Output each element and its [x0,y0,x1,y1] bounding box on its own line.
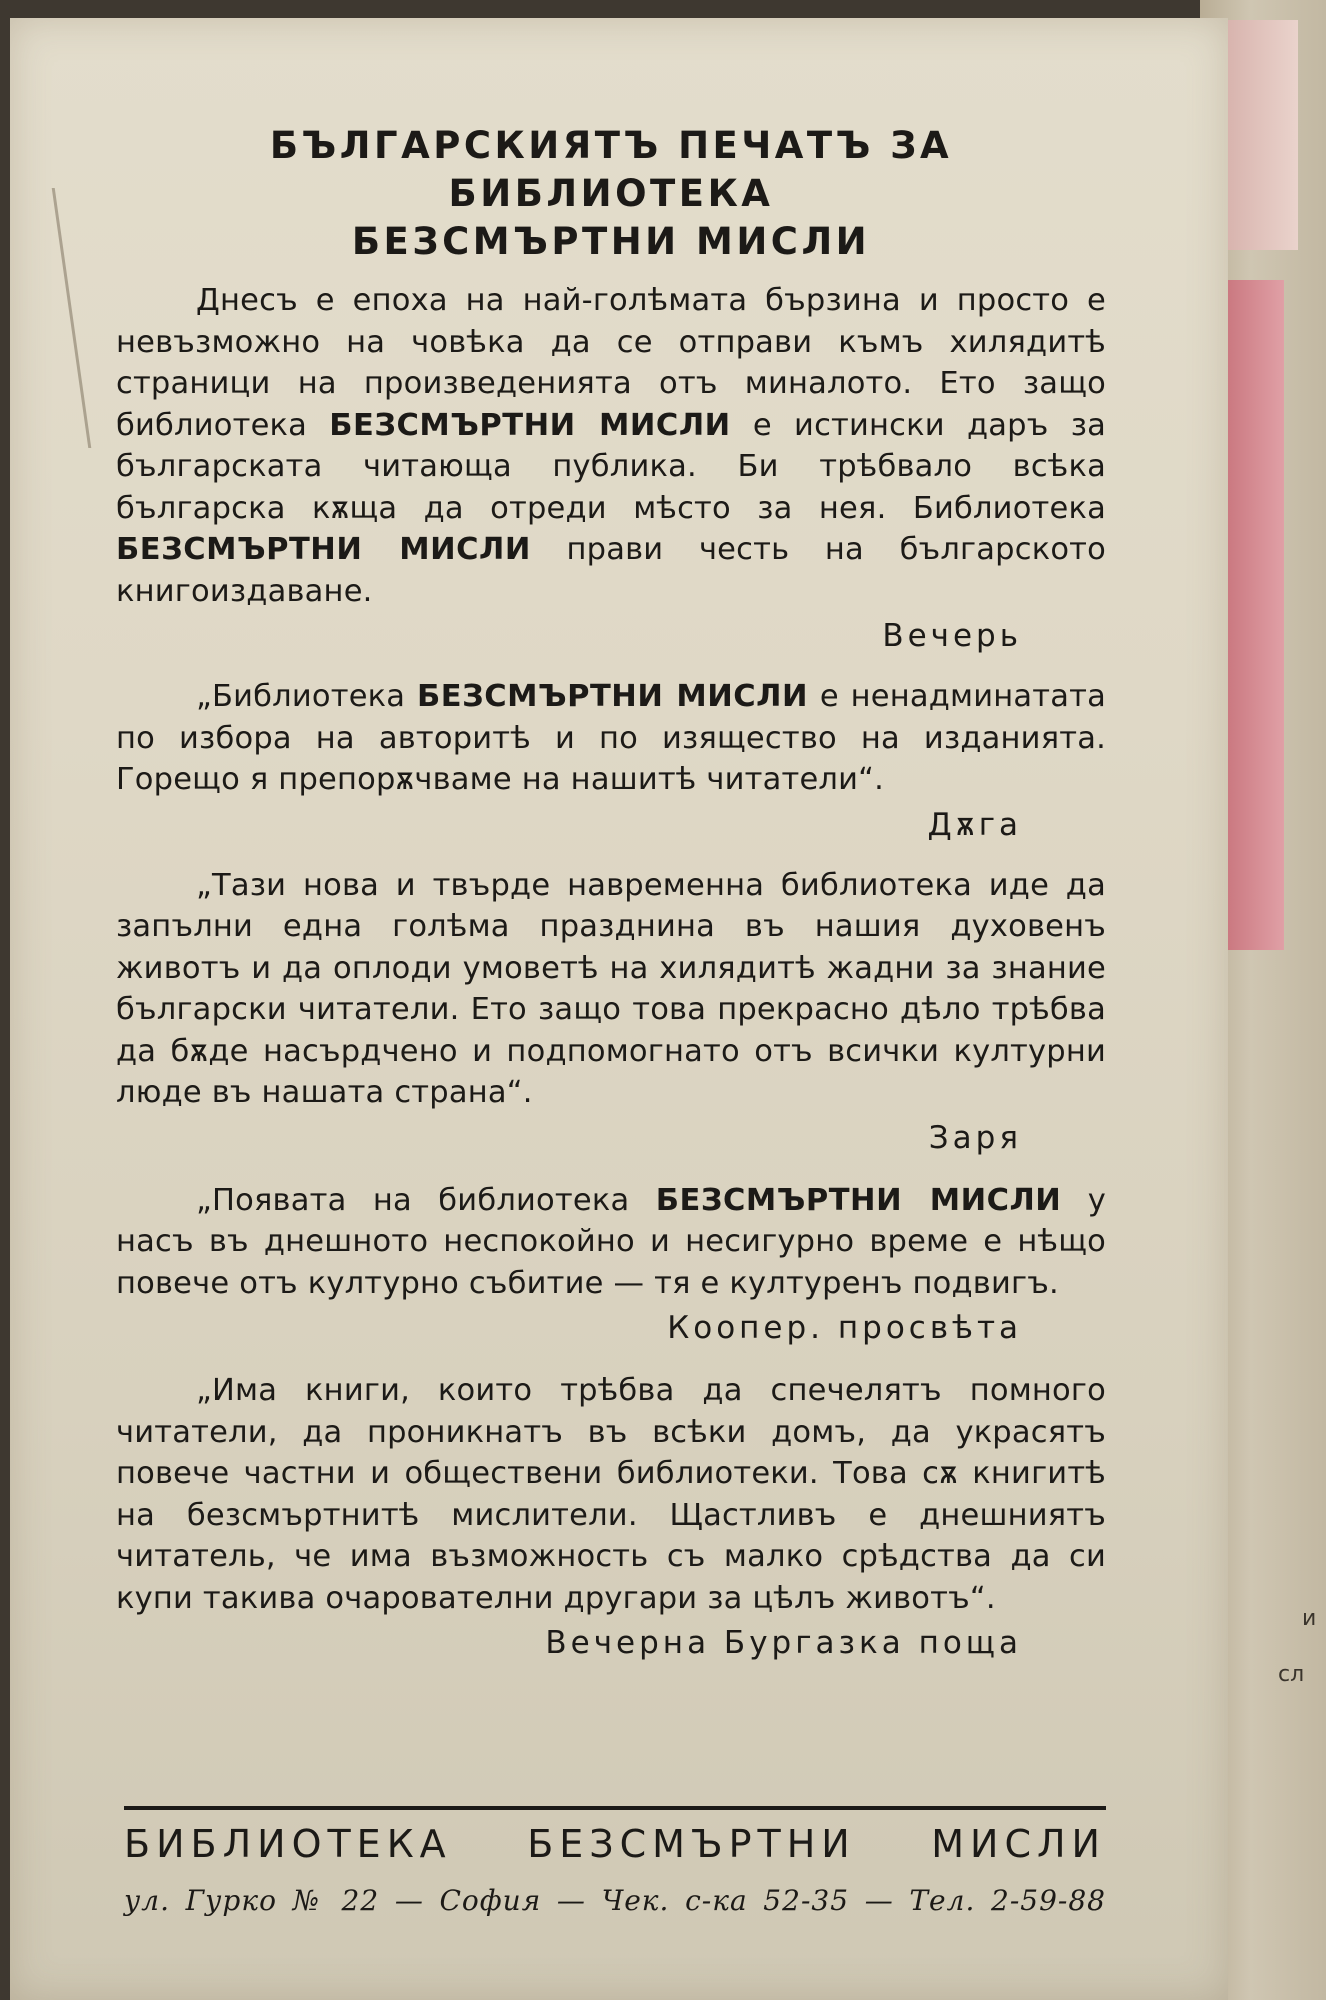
review-quote-burgas: „Има книги, които трѣбва да спечелятъ помного читатели, да проникнатъ въ всѣки домъ, да украсятъ повече частни и обществени библиотеки. Това сѫ книгитѣ на безсмъртнитѣ мислители. Щастливъ е днешниятъ читатель, че има възможность съ малко срѣдства да си купи такива очарователни другари за цѣлъ животъ“. [116,1373,1106,1616]
review-source-prosveta: Коопер. просвѣта [667,1310,1022,1346]
review-quote-prosveta [116,1180,1106,1305]
spine-stripe [1224,280,1284,950]
review-source-daga: Дѫга [927,806,1022,843]
footer-divider [124,1806,1106,1810]
quote-text: „Появата на библиотека [196,1182,656,1218]
quote-text: е истински даръ за българската читающа публика. Би трѣбвало всѣка българска кѫща да отреди мѣсто за нея. Библиотека [116,407,1107,526]
press-reviews [116,122,1106,1663]
quote-text: Днесъ е епоха на най-голѣмата бързина и просто е невъзможно на човѣка да се отправи къмъ хилядитѣ страници на произведенията отъ миналото. Ето защо библиотека [116,283,1106,443]
quote-text: „Библиотека [196,679,417,714]
quote-text: у насъ въ днешното неспокойно и несигурно време е нѣщо повече отъ културно събитие — тя е културенъ подвигъ. [116,1182,1106,1301]
review-quote-daga [116,676,1106,801]
series-name-bold: БЕЗСМЪРТНИ МИСЛИ [417,679,809,714]
series-name-bold: БЕЗСМЪРТНИ МИСЛИ [655,1182,1062,1218]
heading-line-1: БЪЛГАРСКИЯТЪ ПЕЧАТЪ ЗА БИБЛИОТЕКА [269,124,953,215]
spine-fragment-upper: и [1302,1606,1317,1631]
heading-line-2: БЕЗСМЪРТНИ МИСЛИ [351,220,871,263]
review-source-burgas: Вечерна Бургазка поща [545,1625,1022,1661]
spine-fragment-lower: сл [1278,1662,1305,1687]
series-name-bold: БЕЗСМЪРТНИ МИСЛИ [116,532,531,567]
review-quote-zarya: „Тази нова и твърде навременна библиотека иде да запълни една голѣма празднина въ нашия духовенъ животъ и да оплоди умоветѣ на хилядитѣ жадни за знание български читатели. Ето защо това прекрасно дѣло трѣбва да бѫде насърдчено и подпомогнато отъ всички културни люде въ нашата страна“. [116,867,1106,1110]
footer-publisher-address: ул. Гурко № 22 — София — Чек. с-ка 52-35 — Тел. 2-59-88 [124,1884,1106,1917]
spine-stripe-top [1228,20,1298,250]
quote-text: прави честь на българското книгоиздаване. [116,532,1107,609]
quote-text: е ненадминатата по избора на авторитѣ и по изящество на изданията. Горещо я препорѫчваме на нашитѣ читатели“. [116,679,1107,797]
page-heading [116,122,1106,266]
series-name-bold: БЕЗСМЪРТНИ МИСЛИ [329,407,731,443]
footer-publisher-name: БИБЛИОТЕКА БЕЗСМЪРТНИ МИСЛИ [124,1822,1106,1866]
paper-tear [0,188,91,448]
review-source-vecher: Вечерь [882,618,1022,654]
review-quote-vecher [116,280,1106,612]
review-source-zarya: Заря [928,1119,1022,1156]
